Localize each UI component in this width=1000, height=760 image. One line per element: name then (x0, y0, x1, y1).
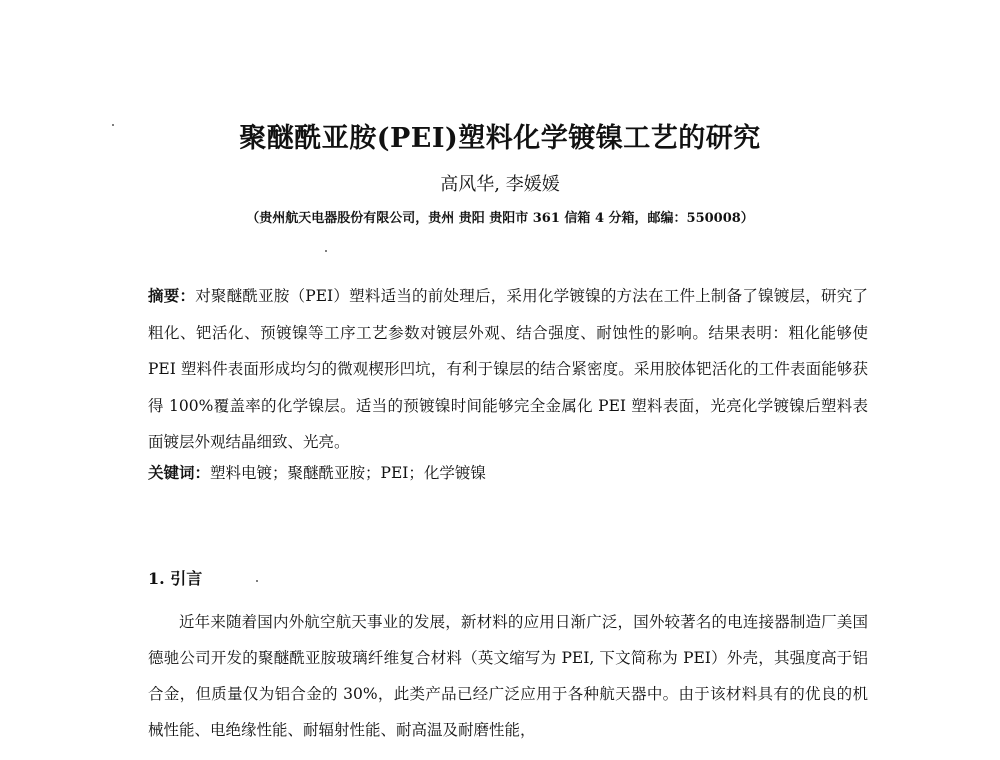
introduction-paragraph: 近年来随着国内外航空航天事业的发展，新材料的应用日渐广泛，国外较著名的电连接器制造厂美国德驰公司开发的聚醚酰亚胺玻璃纤维复合材料（英文缩写为 PEI, 下文简称为 PEI）外壳，其强度高于铝合金，但质量仅为铝合金的 30%，此类产品已经广泛应用于各种航天器中。由于该材料具有的优良的机械性能、电绝缘性能、耐辐射性能、耐高温及耐磨性能， (148, 613, 868, 739)
author-affiliation: （贵州航天电器股份有限公司，贵州 贵阳 贵阳市 361 信箱 4 分箱，邮编：550008） (246, 211, 754, 226)
abstract-paragraph (148, 278, 868, 461)
keywords-label: 关键词： (148, 463, 211, 482)
scan-speck (325, 250, 327, 252)
scan-speck (112, 124, 114, 126)
keywords-line (148, 458, 868, 488)
paper-title: 聚醚酰亚胺(PEI)塑料化学镀镍工艺的研究 (239, 123, 761, 154)
scan-speck (256, 580, 258, 582)
abstract-text: 对聚醚酰亚胺（PEI）塑料适当的前处理后，采用化学镀镍的方法在工件上制备了镍镀层，研究了粗化、钯活化、预镀镍等工序工艺参数对镀层外观、结合强度、耐蚀性的影响。结果表明：粗化能够使 PEI 塑料件表面形成均匀的微观楔形凹坑，有利于镍层的结合紧密度。采用胶体钯活化的工件表面能够获得 100%覆盖率的化学镍层。适当的预镀镍时间能够完全金属化 PEI 塑料表面，光亮化学镀镍后塑料表面镀层外观结晶细致、光亮。 (148, 287, 868, 451)
abstract-label: 摘要： (148, 286, 196, 305)
paper-authors: 高风华, 李媛媛 (440, 174, 560, 195)
section-heading-introduction: 1. 引言 (148, 569, 203, 588)
keywords-text: 塑料电镀；聚醚酰亚胺；PEI；化学镀镍 (210, 464, 486, 482)
